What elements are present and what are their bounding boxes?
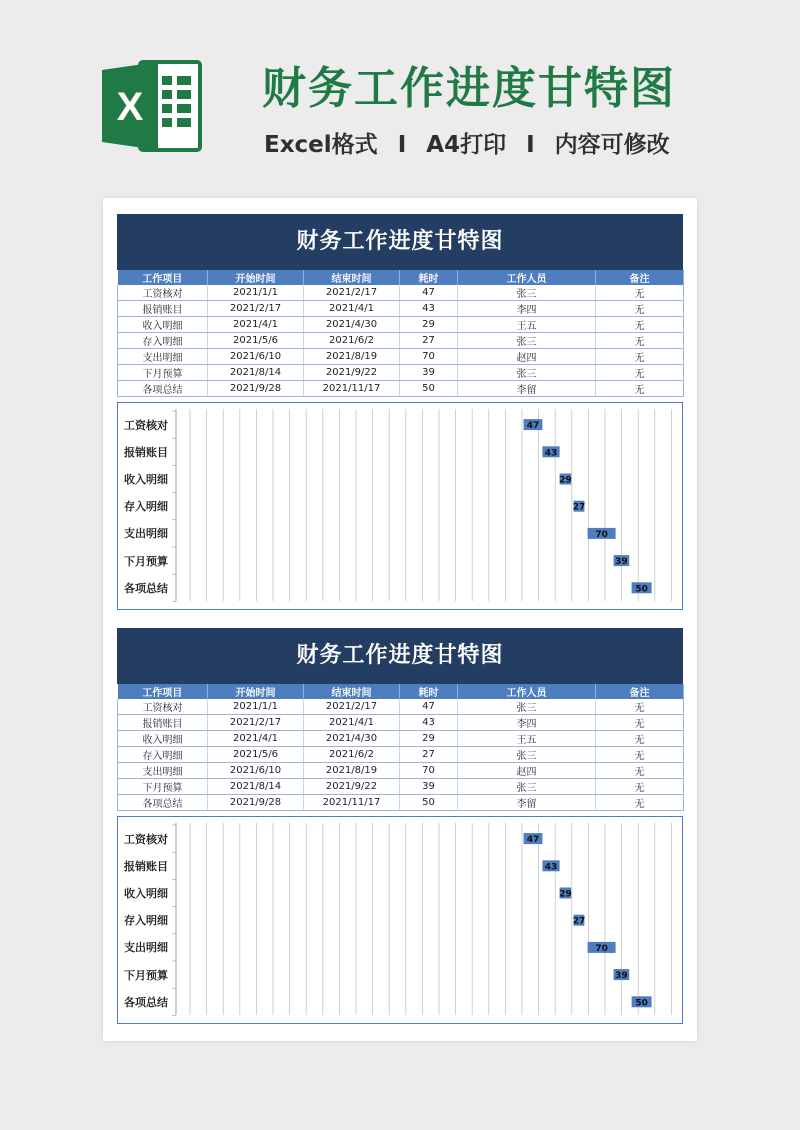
gantt-bar-label: 29 — [559, 889, 572, 900]
column-header: 耗时 — [400, 684, 458, 699]
table-cell: 2021/4/30 — [304, 731, 400, 747]
table-row — [118, 381, 684, 397]
gantt-bar-label: 29 — [559, 475, 572, 486]
gantt-category-label: 支出明细 — [124, 941, 168, 955]
table-cell: 张三 — [458, 333, 596, 349]
table-cell: 工资核对 — [118, 285, 208, 301]
gantt-bar-label: 39 — [615, 971, 628, 982]
gantt-category-label: 报销账目 — [124, 859, 168, 873]
table-cell: 2021/5/6 — [208, 333, 304, 349]
table-cell: 2021/5/6 — [208, 747, 304, 763]
gantt-bar-label: 43 — [544, 862, 558, 873]
column-header: 备注 — [596, 684, 684, 699]
table-cell: 2021/2/17 — [208, 301, 304, 317]
gantt-plot — [118, 403, 682, 609]
gantt-bar-label: 50 — [635, 584, 648, 595]
table-cell: 2021/9/22 — [304, 365, 400, 381]
table-cell: 张三 — [458, 365, 596, 381]
table-row — [118, 699, 684, 715]
table-row — [118, 301, 684, 317]
column-header: 工作项目 — [118, 270, 208, 285]
table-cell: 50 — [400, 795, 458, 811]
table-cell: 李留 — [458, 795, 596, 811]
gantt-category-label: 收入明细 — [124, 887, 168, 900]
table-cell: 无 — [596, 317, 684, 333]
document-page — [103, 198, 697, 1041]
table-cell: 70 — [400, 349, 458, 365]
logo-letter: X — [116, 85, 144, 129]
gantt-bar-label: 27 — [572, 502, 586, 513]
progress-table — [117, 684, 684, 811]
table-cell: 无 — [596, 365, 684, 381]
gantt-bar-label: 47 — [526, 835, 540, 846]
column-header: 开始时间 — [208, 270, 304, 285]
progress-table — [117, 270, 684, 397]
table-cell: 47 — [400, 699, 458, 715]
table-cell: 2021/2/17 — [304, 699, 400, 715]
table-cell: 2021/11/17 — [304, 795, 400, 811]
column-header: 工作人员 — [458, 684, 596, 699]
sheet-title: 财务工作进度甘特图 — [117, 214, 683, 270]
table-cell: 李四 — [458, 715, 596, 731]
table-cell: 张三 — [458, 779, 596, 795]
table-row — [118, 747, 684, 763]
table-cell: 无 — [596, 795, 684, 811]
table-cell: 下月预算 — [118, 365, 208, 381]
sheet-block-1 — [117, 214, 683, 610]
table-cell: 无 — [596, 779, 684, 795]
gantt-category-label: 下月预算 — [124, 554, 168, 568]
table-row — [118, 779, 684, 795]
table-cell: 赵四 — [458, 763, 596, 779]
table-cell: 2021/1/1 — [208, 285, 304, 301]
table-cell: 报销账目 — [118, 715, 208, 731]
table-cell: 2021/2/17 — [208, 715, 304, 731]
table-cell: 2021/6/10 — [208, 349, 304, 365]
subtitle-separator: I — [526, 132, 535, 158]
subtitle-editable: 内容可修改 — [554, 132, 670, 158]
column-header: 耗时 — [400, 270, 458, 285]
table-cell: 2021/9/28 — [208, 381, 304, 397]
table-cell: 47 — [400, 285, 458, 301]
gantt-category-label: 下月预算 — [124, 968, 168, 982]
gantt-category-label: 各项总结 — [124, 995, 168, 1009]
column-header: 工作项目 — [118, 684, 208, 699]
table-cell: 2021/4/1 — [304, 715, 400, 731]
table-cell: 2021/4/1 — [304, 301, 400, 317]
table-cell: 无 — [596, 349, 684, 365]
table-cell: 27 — [400, 333, 458, 349]
table-cell: 39 — [400, 365, 458, 381]
table-cell: 2021/6/2 — [304, 333, 400, 349]
table-row — [118, 715, 684, 731]
gantt-plot — [118, 817, 682, 1023]
gantt-bar-label: 47 — [526, 421, 540, 432]
gantt-bar-label: 27 — [572, 916, 586, 927]
table-cell: 无 — [596, 763, 684, 779]
table-cell: 各项总结 — [118, 795, 208, 811]
gantt-bar-label: 70 — [595, 529, 608, 540]
table-cell: 张三 — [458, 747, 596, 763]
table-cell: 张三 — [458, 699, 596, 715]
table-cell: 赵四 — [458, 349, 596, 365]
gantt-category-label: 报销账目 — [124, 445, 168, 459]
table-cell: 2021/9/28 — [208, 795, 304, 811]
table-cell: 支出明细 — [118, 349, 208, 365]
sheet-block-2 — [117, 628, 683, 1024]
table-cell: 李留 — [458, 381, 596, 397]
gantt-chart — [117, 816, 683, 1024]
subtitle-format: Excel格式 — [264, 132, 378, 158]
table-cell: 工资核对 — [118, 699, 208, 715]
table-cell: 无 — [596, 381, 684, 397]
column-header: 工作人员 — [458, 270, 596, 285]
table-cell: 39 — [400, 779, 458, 795]
table-cell: 50 — [400, 381, 458, 397]
table-cell: 无 — [596, 747, 684, 763]
table-cell: 无 — [596, 715, 684, 731]
column-header: 备注 — [596, 270, 684, 285]
table-row — [118, 795, 684, 811]
page-subtitle — [264, 126, 670, 159]
table-cell: 2021/11/17 — [304, 381, 400, 397]
gantt-category-label: 工资核对 — [124, 418, 168, 432]
subtitle-print: A4打印 — [426, 132, 507, 158]
table-cell: 29 — [400, 317, 458, 333]
subtitle-separator: I — [397, 132, 407, 158]
table-cell: 2021/4/1 — [208, 731, 304, 747]
column-header: 开始时间 — [208, 684, 304, 699]
gantt-bar-label: 39 — [615, 557, 628, 568]
table-cell: 无 — [596, 699, 684, 715]
table-header-row — [118, 270, 684, 285]
gantt-bar-label: 50 — [635, 998, 648, 1009]
table-cell: 2021/6/10 — [208, 763, 304, 779]
gantt-bar-label: 43 — [544, 448, 558, 459]
table-cell: 各项总结 — [118, 381, 208, 397]
table-cell: 无 — [596, 285, 684, 301]
table-cell: 王五 — [458, 317, 596, 333]
table-row — [118, 333, 684, 349]
table-header-row — [118, 684, 684, 699]
table-cell: 43 — [400, 301, 458, 317]
table-row — [118, 763, 684, 779]
table-cell: 存入明细 — [118, 747, 208, 763]
table-row — [118, 317, 684, 333]
gantt-chart — [117, 402, 683, 610]
excel-logo-icon — [100, 56, 204, 156]
table-cell: 70 — [400, 763, 458, 779]
table-cell: 2021/9/22 — [304, 779, 400, 795]
gantt-category-label: 收入明细 — [124, 473, 168, 486]
table-cell: 2021/1/1 — [208, 699, 304, 715]
table-row — [118, 285, 684, 301]
table-cell: 27 — [400, 747, 458, 763]
table-cell: 存入明细 — [118, 333, 208, 349]
table-row — [118, 731, 684, 747]
gantt-category-label: 支出明细 — [124, 527, 168, 541]
gantt-bar-label: 70 — [595, 943, 608, 954]
table-cell: 2021/8/14 — [208, 779, 304, 795]
table-cell: 2021/6/2 — [304, 747, 400, 763]
column-header: 结束时间 — [304, 684, 400, 699]
table-cell: 无 — [596, 731, 684, 747]
table-cell: 2021/8/19 — [304, 349, 400, 365]
table-row — [118, 365, 684, 381]
table-cell: 2021/4/30 — [304, 317, 400, 333]
table-row — [118, 349, 684, 365]
table-cell: 李四 — [458, 301, 596, 317]
table-cell: 王五 — [458, 731, 596, 747]
column-header: 结束时间 — [304, 270, 400, 285]
table-cell: 29 — [400, 731, 458, 747]
table-cell: 下月预算 — [118, 779, 208, 795]
table-cell: 2021/8/14 — [208, 365, 304, 381]
gantt-category-label: 工资核对 — [124, 832, 168, 846]
table-cell: 无 — [596, 333, 684, 349]
table-cell: 报销账目 — [118, 301, 208, 317]
sheet-title: 财务工作进度甘特图 — [117, 628, 683, 684]
table-cell: 收入明细 — [118, 731, 208, 747]
table-cell: 43 — [400, 715, 458, 731]
table-cell: 支出明细 — [118, 763, 208, 779]
page-title: 财务工作进度甘特图 — [262, 63, 676, 114]
table-cell: 2021/4/1 — [208, 317, 304, 333]
gantt-category-label: 各项总结 — [124, 581, 168, 595]
gantt-category-label: 存入明细 — [124, 500, 168, 514]
table-cell: 收入明细 — [118, 317, 208, 333]
table-cell: 无 — [596, 301, 684, 317]
table-cell: 2021/2/17 — [304, 285, 400, 301]
table-cell: 张三 — [458, 285, 596, 301]
gantt-category-label: 存入明细 — [124, 914, 168, 928]
table-cell: 2021/8/19 — [304, 763, 400, 779]
